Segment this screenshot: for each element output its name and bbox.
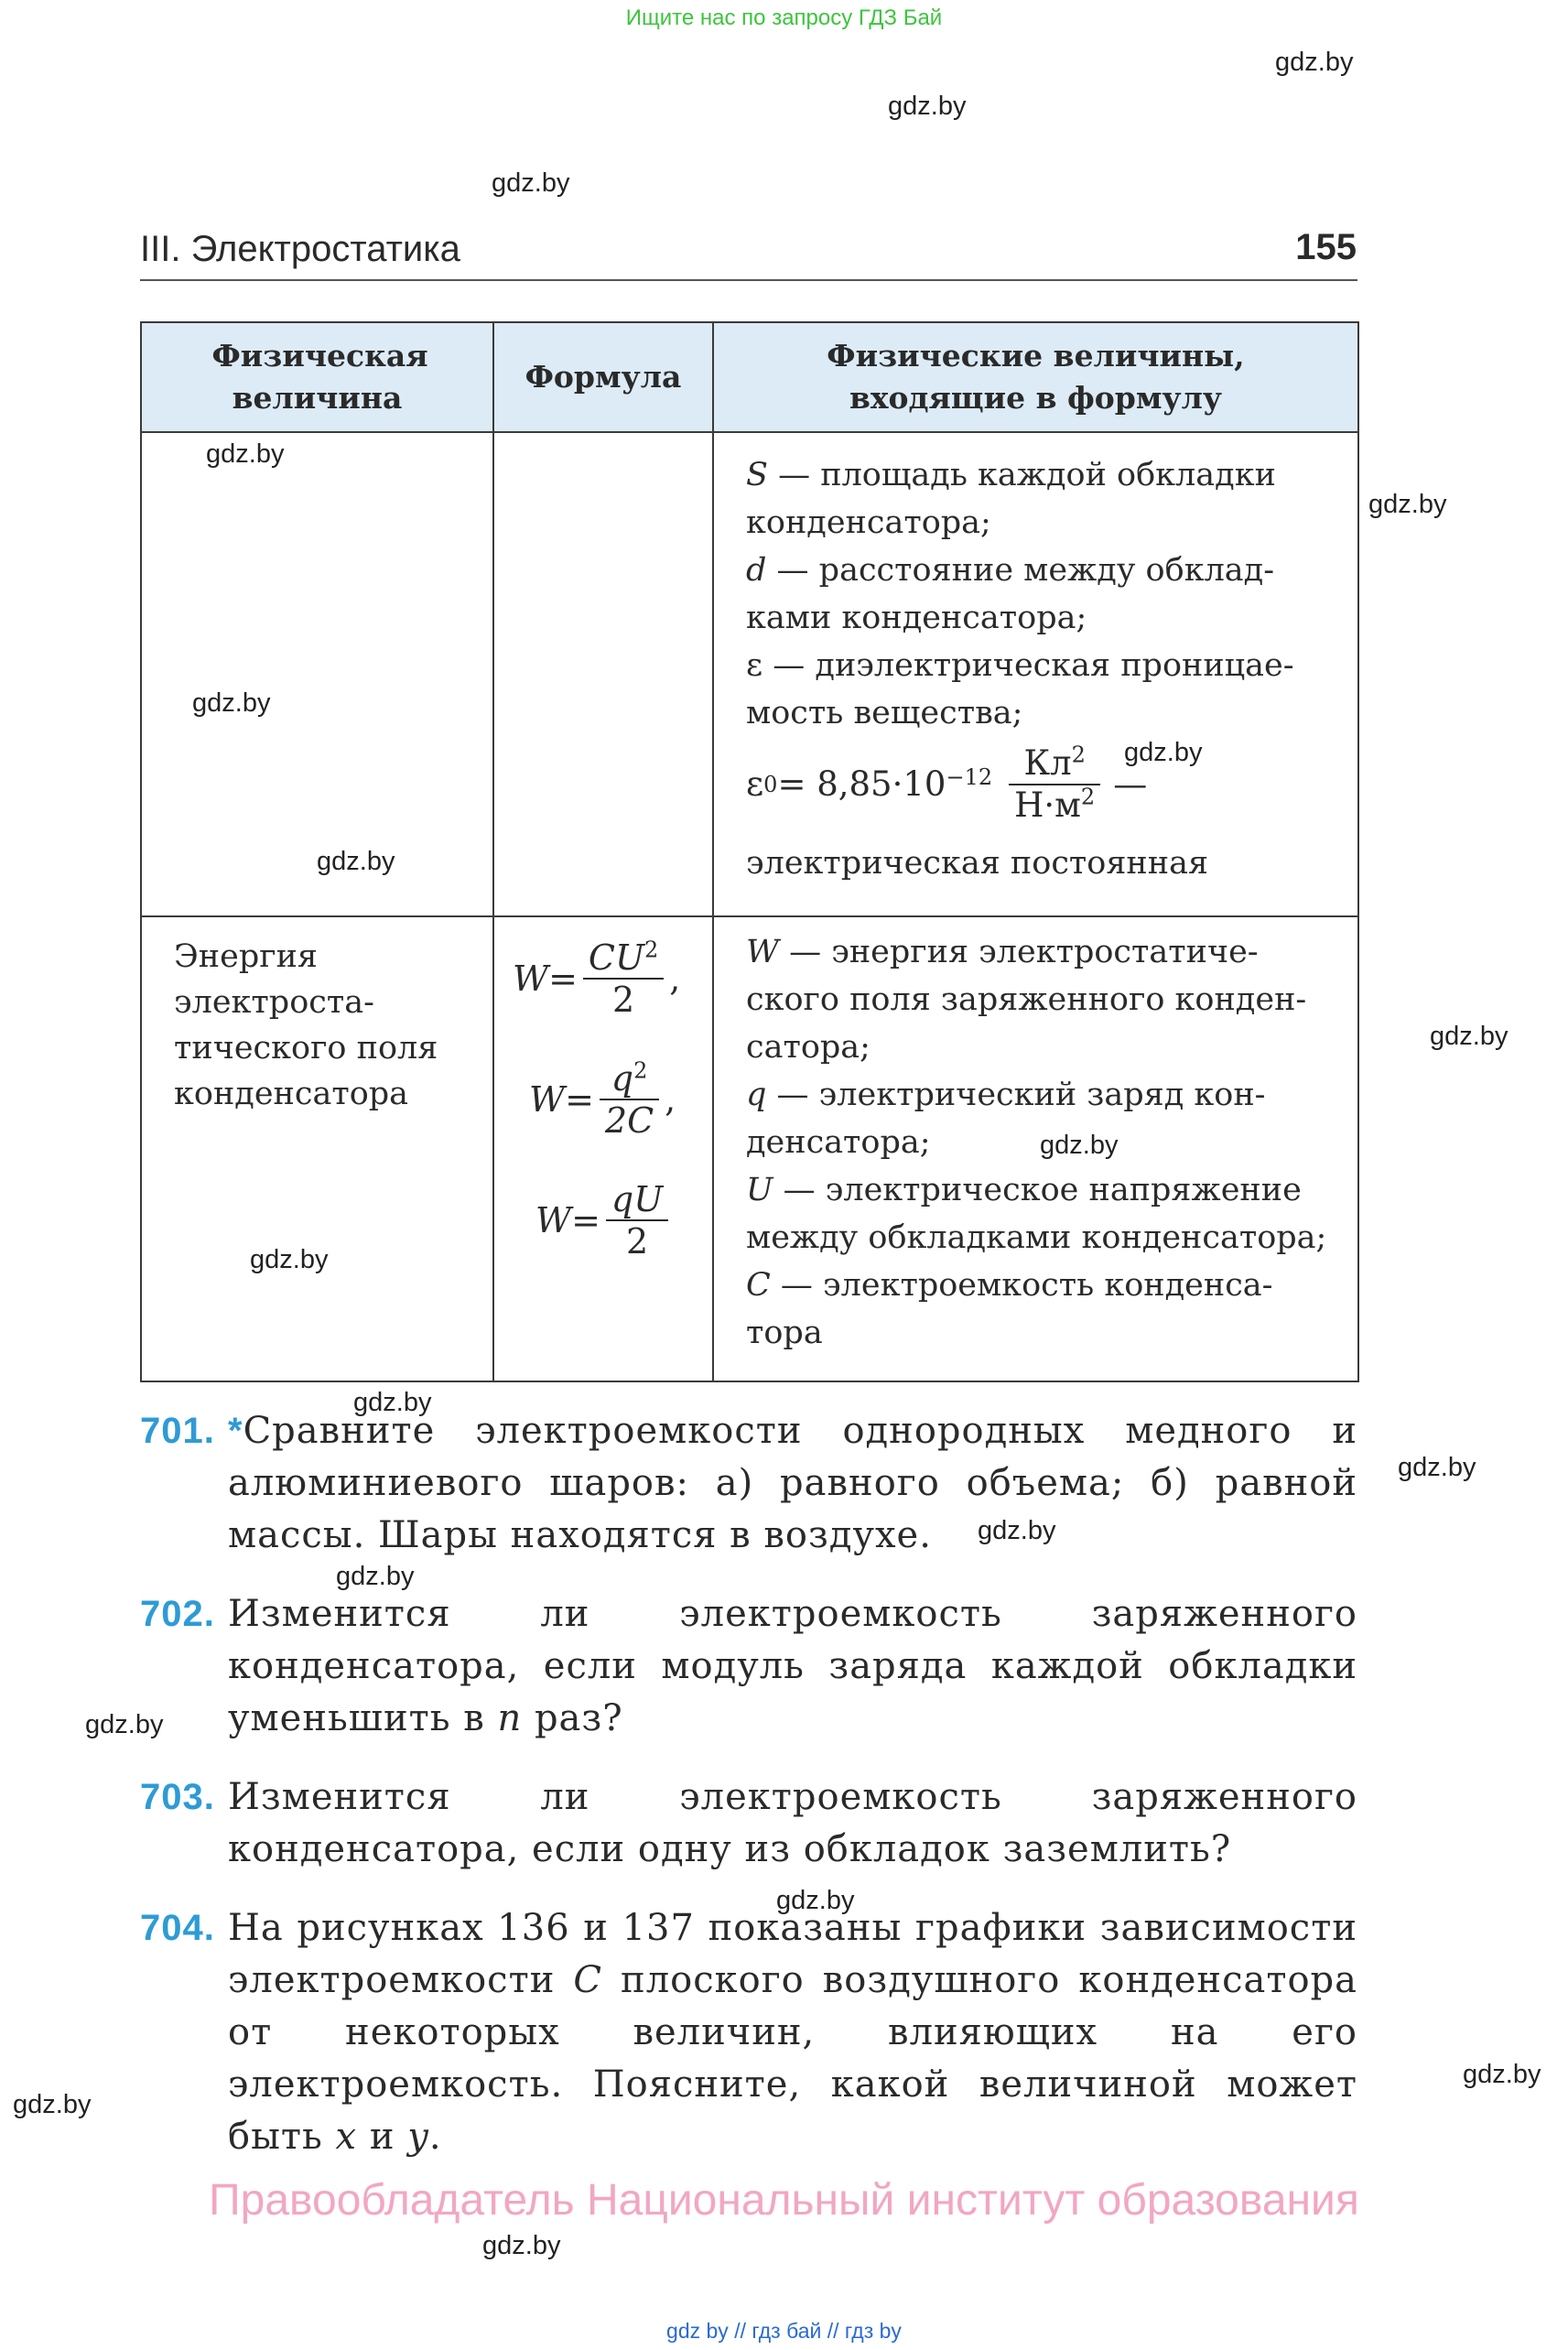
task-702: 702. Изменится ли электроемкость заряженного конденсатора, если модуль заряда каждой обкладки уменьшить в n раз?	[140, 1588, 1357, 1745]
header-rule	[140, 279, 1357, 281]
watermark: gdz.by	[250, 1245, 329, 1274]
watermark: gdz.by	[1275, 48, 1354, 77]
table-row	[141, 432, 1358, 916]
table-cell	[713, 432, 1358, 916]
running-head: III. Электростатика	[140, 229, 460, 269]
watermark: gdz.by	[1463, 2060, 1541, 2089]
energy-formula-q2: W = $\frac{q^2}{2C}$ ,	[529, 1057, 676, 1141]
table-row	[141, 916, 1358, 1381]
watermark: gdz.by	[1124, 738, 1203, 767]
page-number: 155	[1295, 227, 1357, 267]
task-number: 702.	[140, 1594, 215, 1634]
task-704: 704. На рисунках 136 и 137 показаны графики зависимости электроемкости C плоского воздушного конденсатора от некоторых величин, влияющих на его электроемкость. Поясните, какой величиной может быть x и y.	[140, 1902, 1357, 2163]
watermark: gdz.by	[776, 1886, 855, 1915]
watermark: gdz.by	[492, 168, 570, 198]
column-header: Физическая величина	[141, 322, 493, 432]
rights-holder-notice: Правообладатель Национальный институт образования	[209, 2176, 1359, 2225]
task-703: 703. Изменится ли электроемкость заряженного конденсатора, если одну из обкладок заземлить?	[140, 1771, 1357, 1876]
task-number: 704.	[140, 1908, 215, 1948]
watermark: gdz.by	[13, 2090, 92, 2119]
watermark: gdz.by	[1368, 490, 1447, 519]
difficulty-star: *	[228, 1411, 243, 1451]
quantities-description: S — площадь каждой обкладки конденсатора; d — расстояние между обклад- ками конденсатора; ε — диэлектрическая проницае- мость вещества; ε 0 = 8,85·10 $^{-12}$ $\frac{Кл^2}{Н\cdot м^2}$ — электрическая постоянная	[714, 433, 1357, 898]
watermark: gdz.by	[978, 1516, 1056, 1545]
table-cell	[713, 916, 1358, 1381]
reference-table	[140, 321, 1359, 1382]
task-701: 701. *Сравните электроемкости однородных медного и алюминиевого шаров: а) равного объема; б) равной массы. Шары находятся в воздухе.	[140, 1405, 1357, 1562]
watermark: gdz.by	[1398, 1453, 1476, 1482]
footer-links[interactable]: gdz by // гдз бай // гдз by	[666, 2319, 902, 2343]
top-banner: Ищите нас по запросу ГДЗ Бай	[625, 5, 943, 30]
quantity-name: Энергия электроста- тического поля конденсатора	[174, 938, 438, 1112]
watermark: gdz.by	[482, 2231, 561, 2260]
watermark: gdz.by	[1430, 1022, 1509, 1051]
energy-formula-cu2: W = $\frac{CU^2}{2}$ ,	[513, 937, 681, 1020]
table-cell	[493, 916, 713, 1381]
task-number: 701.	[140, 1411, 215, 1451]
watermark: gdz.by	[85, 1710, 164, 1739]
electric-constant-formula: ε 0 = 8,85·10 $^{-12}$ $\frac{Кл^2}{Н\cdot м^2}$ —	[746, 742, 1148, 825]
task-number: 703.	[140, 1777, 215, 1817]
unit-fraction: $\frac{Кл^2}{Н\cdot м^2}$	[1009, 743, 1100, 826]
watermark: gdz.by	[206, 439, 285, 469]
table-cell	[141, 916, 493, 1381]
column-header: Формула	[493, 322, 713, 432]
table-cell	[141, 432, 493, 916]
energy-formula-qu: W = $\frac{qU}{2}$	[535, 1179, 674, 1262]
watermark: gdz.by	[353, 1388, 432, 1417]
column-header: Физические величины, входящие в формулу	[713, 322, 1358, 432]
watermark: gdz.by	[317, 847, 395, 876]
watermark: gdz.by	[1040, 1131, 1119, 1160]
table-cell	[493, 432, 713, 916]
watermark: gdz.by	[192, 688, 271, 718]
table-header-row	[141, 322, 1358, 432]
watermark: gdz.by	[888, 92, 967, 121]
energy-quantities-description: W — энергия электростатиче- ского поля заряженного конден- сатора; q — электрический заряд кон- денсатора; U — электрическое напряжение между обкладками конденсатора; C — электроемкость конденса- тора	[746, 934, 1327, 1351]
watermark: gdz.by	[336, 1562, 415, 1591]
